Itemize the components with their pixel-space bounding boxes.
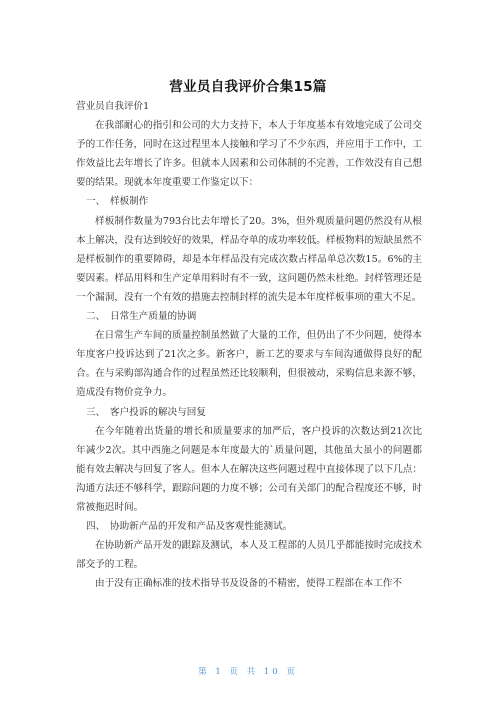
paragraph: 在协助新产品开发的跟踪及测试，本人及工程部的人员几乎都能按时完成技术部交予的工程。 — [76, 540, 422, 571]
document-body — [76, 97, 422, 593]
page-footer: 第 1 页 共 10 页 — [198, 667, 298, 677]
paragraph: 在日常生产车间的质量控制虽然做了大量的工作，但仍出了不少问题，使得本年度客户投诉达到了21次之多。新客户，新工艺的要求与车间沟通做得良好的配合。在与采购部沟通合作的过程虽然还比较顺利，但很被动，采购信息来源不够，造成没有物价竞争力。 — [76, 330, 422, 399]
section-label: 营业员自我评价1 — [76, 101, 150, 112]
paragraph: 样板制作数量为793台比去年增长了20。3%，但外观质量问题仍然没有从根本上解决，没有达到较好的效果，样品夺单的成功率较低。样板物料的短缺虽然不是样板制作的重要障碍，却是本年样品没有完成次数占样品单总次数15。6%的主要因素。样品用料和生产定单用料时有不一致，这问题仍然未杜绝。封样管理还是一个漏洞，没有一个有效的措施去控制封样的流失是本年度样板事项的重大不足。 — [76, 215, 422, 303]
paragraph: 由于没有正确标准的技术指导书及设备的不精密，使得工程部在本工作不 — [95, 578, 402, 590]
section-heading: 三、 客户投诉的解决与回复 — [86, 406, 206, 418]
section-heading: 二、 日常生产质量的协调 — [86, 311, 197, 323]
section-heading: 四、 协助新产品的开发和产品及客观性能测试。 — [86, 521, 293, 533]
paragraph: 在我部耐心的指引和公司的大力支持下，本人于年度基本有效地完成了公司交予的工作任务，同时在这过程里本人接触和学习了不少东西，并应用于工作中，工作效益比去年增长了许多。但就本人因素和公司体制的不完善，工作效没有自己想要的结果。现就本年度重要工作鉴定以下： — [76, 120, 422, 189]
section-heading: 一、 样板制作 — [86, 196, 149, 208]
document-title: 营业员自我评价合集15篇 — [169, 79, 327, 95]
paragraph: 在今年随着出货量的增长和质量要求的加严后，客户投诉的次数达到21次比年减少2次。其中西施之问题是本年度最大的`质量问题，其他虽大虽小的问题都能有效去解决与回复了客人。但本人在解决这些问题过程中直接体现了以下几点：沟通方法还不够科学，跟踪问题的力度不够；公司有关部门的配合程度还不够，时常被拖迟时间。 — [76, 425, 422, 513]
